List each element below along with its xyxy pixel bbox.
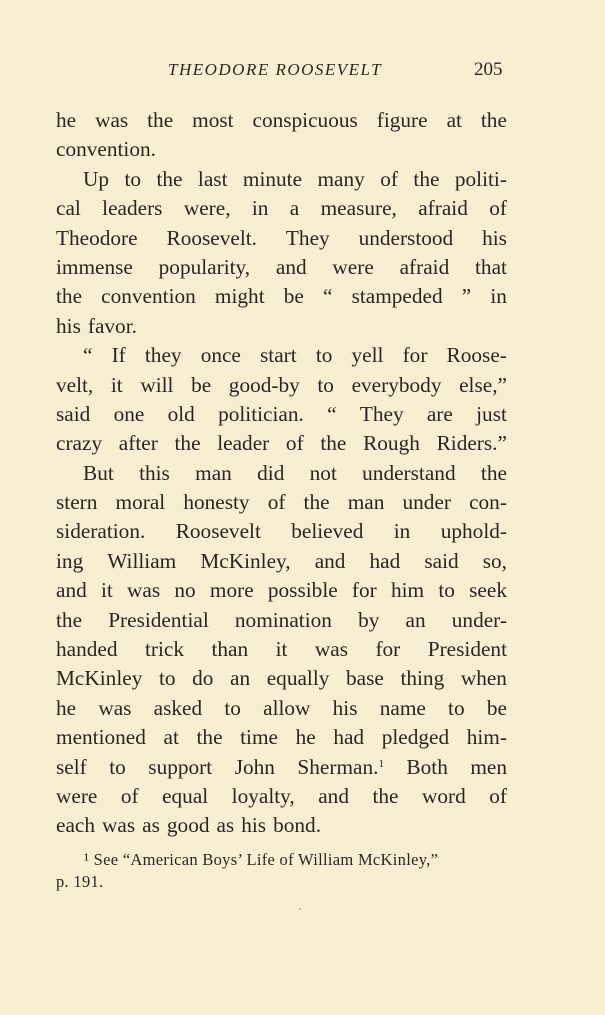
word: for bbox=[375, 637, 401, 662]
word: the bbox=[174, 431, 201, 456]
word: as bbox=[216, 813, 235, 838]
word: will bbox=[140, 372, 174, 397]
word: to bbox=[448, 695, 465, 720]
word: were bbox=[332, 254, 374, 279]
word: no bbox=[174, 578, 196, 603]
word: under- bbox=[451, 607, 507, 632]
word: of bbox=[267, 490, 286, 515]
word: Roosevelt. bbox=[166, 225, 258, 250]
word: to bbox=[158, 666, 176, 691]
word: said bbox=[56, 401, 91, 426]
word: just bbox=[476, 401, 507, 426]
word: of bbox=[489, 783, 507, 808]
word: cal bbox=[56, 196, 81, 221]
word: was bbox=[127, 578, 161, 603]
text-line bbox=[56, 723, 507, 752]
word: loyalty, bbox=[231, 783, 295, 808]
word: thing bbox=[400, 666, 445, 691]
text-line bbox=[56, 488, 507, 517]
word: allow bbox=[263, 695, 311, 720]
word: the bbox=[480, 460, 507, 485]
word: favor. bbox=[87, 313, 137, 338]
word: John bbox=[234, 754, 275, 779]
word: in bbox=[393, 519, 411, 544]
word: was bbox=[314, 637, 348, 662]
word: the bbox=[303, 490, 330, 515]
word: McKinley, bbox=[200, 548, 291, 573]
word: crazy bbox=[56, 431, 103, 456]
word: the bbox=[413, 166, 440, 191]
word: afraid bbox=[418, 196, 468, 221]
word: self bbox=[56, 754, 87, 779]
word: sideration. bbox=[56, 519, 146, 544]
word: was bbox=[98, 695, 132, 720]
word: it bbox=[110, 372, 123, 397]
word: uphold- bbox=[440, 519, 507, 544]
word: time bbox=[240, 725, 278, 750]
text-line bbox=[56, 165, 507, 194]
text-line bbox=[56, 135, 507, 164]
word: he bbox=[56, 695, 77, 720]
word: convention. bbox=[56, 137, 156, 162]
word: moral bbox=[115, 490, 166, 515]
word: trick bbox=[144, 637, 184, 662]
text-line bbox=[56, 341, 507, 370]
word: understand bbox=[362, 460, 456, 485]
word: honesty bbox=[183, 490, 250, 515]
word: and bbox=[56, 578, 87, 603]
paper-speck bbox=[299, 908, 301, 910]
word: measure, bbox=[320, 196, 397, 221]
word: equally bbox=[266, 666, 330, 691]
word: con- bbox=[469, 490, 507, 515]
word: minute bbox=[242, 166, 303, 191]
word: it bbox=[275, 637, 288, 662]
footnote-line-1: ¹ See “American Boys’ Life of William McKinley,” bbox=[84, 850, 439, 869]
word: else,” bbox=[459, 372, 507, 397]
word: conspicuous bbox=[252, 108, 358, 132]
word: as bbox=[142, 813, 160, 838]
word: “ bbox=[327, 401, 337, 426]
word: stampeded bbox=[351, 284, 443, 309]
word: the bbox=[196, 725, 223, 750]
running-head-title: THEODORE ROOSEVELT bbox=[168, 60, 383, 79]
word: pledged bbox=[381, 725, 450, 750]
word: to bbox=[109, 754, 126, 779]
word: leaders bbox=[102, 196, 163, 221]
word: mentioned bbox=[56, 725, 146, 750]
word: politi- bbox=[454, 166, 507, 191]
word: did bbox=[257, 460, 285, 485]
text-line bbox=[56, 753, 507, 782]
word: to bbox=[124, 166, 142, 191]
word: this bbox=[139, 460, 170, 485]
word: name bbox=[379, 695, 426, 720]
word: ” bbox=[461, 284, 472, 309]
word: he bbox=[295, 725, 316, 750]
word: McKinley bbox=[56, 666, 143, 691]
word: old bbox=[167, 401, 195, 426]
word: not bbox=[309, 460, 337, 485]
word: was bbox=[95, 108, 129, 132]
text-line bbox=[56, 194, 507, 223]
word: the bbox=[480, 108, 507, 132]
word: to bbox=[317, 372, 334, 397]
word: of bbox=[489, 196, 507, 221]
word: man bbox=[195, 460, 232, 485]
word: afraid bbox=[399, 254, 450, 279]
word: when bbox=[460, 666, 507, 691]
word: William bbox=[107, 548, 177, 573]
word: handed bbox=[56, 637, 118, 662]
text-line bbox=[56, 224, 507, 253]
word: leader bbox=[217, 431, 270, 456]
word: his bbox=[482, 225, 507, 250]
word: more bbox=[209, 578, 254, 603]
text-line bbox=[56, 635, 507, 664]
word: “ bbox=[322, 284, 333, 309]
word: immense bbox=[56, 254, 133, 279]
word: Theodore bbox=[56, 225, 138, 250]
word: men bbox=[470, 754, 507, 779]
word: believed bbox=[291, 519, 364, 544]
text-line bbox=[56, 429, 507, 458]
text-line bbox=[56, 371, 507, 400]
word: to bbox=[438, 578, 455, 603]
word: everybody bbox=[351, 372, 442, 397]
text-line bbox=[56, 459, 507, 488]
word: of bbox=[285, 431, 304, 456]
text-line bbox=[56, 312, 507, 341]
text-line bbox=[56, 606, 507, 635]
word: of bbox=[380, 166, 398, 191]
word: “ bbox=[83, 343, 93, 368]
word: him- bbox=[466, 725, 507, 750]
word: it bbox=[100, 578, 113, 603]
word: be bbox=[283, 284, 304, 309]
word: they bbox=[144, 343, 182, 368]
word: Riders.” bbox=[436, 431, 507, 456]
word: had bbox=[369, 548, 401, 573]
word: politician. bbox=[218, 401, 304, 426]
word: in bbox=[490, 284, 507, 309]
text-line bbox=[56, 517, 507, 546]
word: start bbox=[260, 343, 297, 368]
text-line bbox=[56, 400, 507, 429]
word: an bbox=[230, 666, 251, 691]
word: They bbox=[285, 225, 330, 250]
word: Sherman.$^1$ bbox=[297, 754, 384, 779]
word: the bbox=[56, 607, 83, 632]
word: Roose- bbox=[446, 343, 507, 368]
word: his bbox=[56, 313, 81, 338]
word: him bbox=[390, 578, 425, 603]
body-text bbox=[56, 106, 507, 841]
word: for bbox=[402, 343, 428, 368]
footnote-line-2: p. 191. bbox=[56, 872, 104, 891]
text-line bbox=[56, 253, 507, 282]
word: be bbox=[191, 372, 212, 397]
word: stern bbox=[56, 490, 98, 515]
text-line bbox=[56, 576, 507, 605]
word: by bbox=[358, 607, 380, 632]
word: convention bbox=[101, 284, 196, 309]
word: the bbox=[372, 783, 399, 808]
word: and bbox=[318, 783, 349, 808]
word: and bbox=[314, 548, 346, 573]
word: that bbox=[475, 254, 507, 279]
word: his bbox=[332, 695, 358, 720]
word: the bbox=[56, 284, 83, 309]
word: at bbox=[446, 108, 462, 132]
text-line bbox=[56, 282, 507, 311]
word: possible bbox=[267, 578, 338, 603]
word: yell bbox=[351, 343, 384, 368]
word: word bbox=[421, 783, 466, 808]
word: each bbox=[56, 813, 96, 838]
word: than bbox=[211, 637, 249, 662]
word: bond. bbox=[273, 813, 322, 838]
word: ing bbox=[56, 548, 84, 573]
word: last bbox=[197, 166, 228, 191]
word: Up bbox=[83, 166, 110, 191]
word: and bbox=[275, 254, 307, 279]
word: in bbox=[251, 196, 269, 221]
word: the bbox=[320, 431, 347, 456]
word: the bbox=[147, 108, 174, 132]
word: are bbox=[426, 401, 453, 426]
word: one bbox=[113, 401, 145, 426]
word: understood bbox=[358, 225, 454, 250]
word: good-by bbox=[228, 372, 300, 397]
word: an bbox=[405, 607, 426, 632]
word: be bbox=[486, 695, 507, 720]
word: was bbox=[102, 813, 136, 838]
word: nomination bbox=[234, 607, 332, 632]
word: President bbox=[427, 637, 507, 662]
word: to bbox=[315, 343, 333, 368]
word: of bbox=[120, 783, 139, 808]
text-line bbox=[56, 694, 507, 723]
text-line bbox=[56, 664, 507, 693]
word: at bbox=[163, 725, 179, 750]
word: for bbox=[351, 578, 377, 603]
word: many bbox=[317, 166, 365, 191]
footnote bbox=[56, 849, 507, 893]
word: the bbox=[156, 166, 183, 191]
word: support bbox=[148, 754, 213, 779]
word: might bbox=[214, 284, 265, 309]
text-line bbox=[56, 547, 507, 576]
word: man bbox=[347, 490, 385, 515]
word: Presidential bbox=[108, 607, 209, 632]
word: But bbox=[83, 460, 114, 485]
word: so, bbox=[482, 548, 507, 573]
word: equal bbox=[162, 783, 209, 808]
word: most bbox=[192, 108, 234, 132]
word: Rough bbox=[363, 431, 420, 456]
word: Both bbox=[406, 754, 448, 779]
word: said bbox=[424, 548, 459, 573]
word: under bbox=[402, 490, 451, 515]
word: figure bbox=[376, 108, 428, 132]
word: asked bbox=[153, 695, 203, 720]
word: were bbox=[56, 783, 98, 808]
text-line bbox=[56, 811, 507, 840]
word: base bbox=[346, 666, 384, 691]
word: once bbox=[200, 343, 241, 368]
word: to bbox=[224, 695, 241, 720]
page-number: 205 bbox=[474, 59, 503, 80]
word: were, bbox=[183, 196, 231, 221]
word: had bbox=[333, 725, 365, 750]
word: good bbox=[166, 813, 210, 838]
word: If bbox=[111, 343, 126, 368]
word: he bbox=[56, 108, 77, 132]
word: after bbox=[118, 431, 158, 456]
text-line bbox=[56, 106, 507, 135]
word: a bbox=[289, 196, 300, 221]
text-line bbox=[56, 782, 507, 811]
word: his bbox=[241, 813, 267, 838]
word: do bbox=[192, 666, 214, 691]
word: seek bbox=[469, 578, 507, 603]
word: Roosevelt bbox=[175, 519, 261, 544]
word: velt, bbox=[56, 372, 94, 397]
word: They bbox=[359, 401, 404, 426]
word: popularity, bbox=[158, 254, 251, 279]
